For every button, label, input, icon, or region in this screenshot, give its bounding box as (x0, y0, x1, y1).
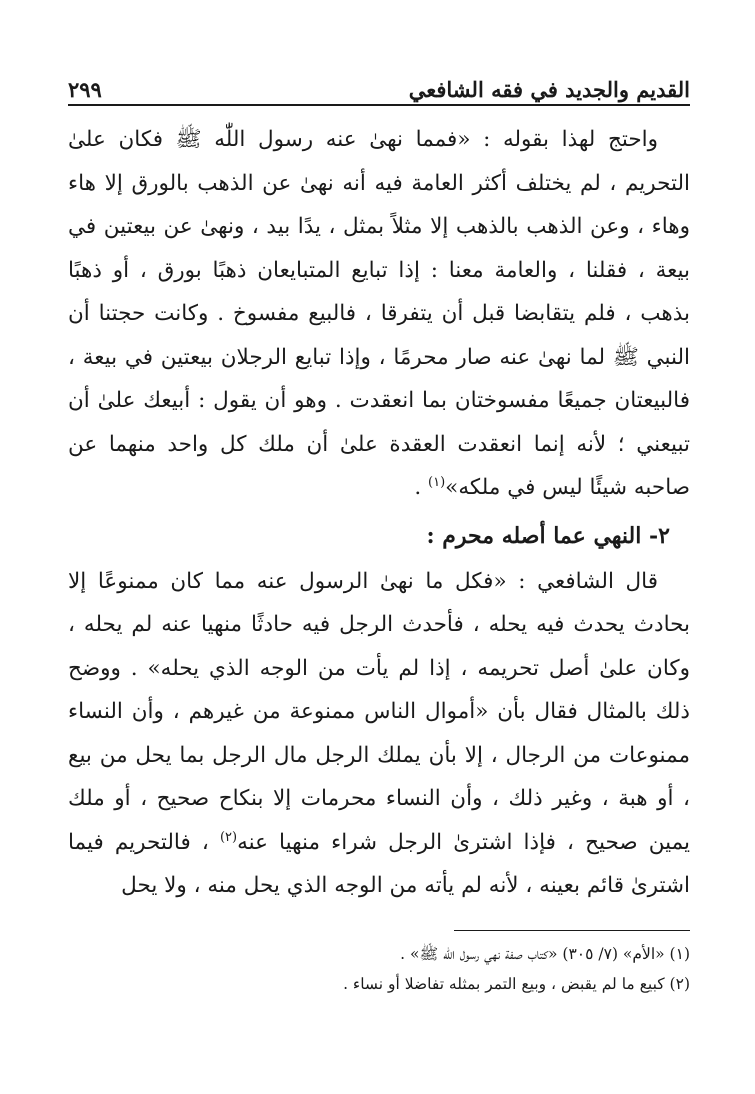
running-title: القديم والجديد في فقه الشافعي (408, 76, 690, 102)
footnote-2: (٢) كبيع ما لم يقبض ، وبيع التمر بمثله تفاضلا أو نساء . (343, 974, 690, 993)
paragraph-2 (68, 560, 690, 908)
paragraph-1-end: . (414, 475, 429, 500)
footnote-1: (١) «الأم» (٧/ ٣٠٥) «كتاب صفة نهي رسول اللّٰه ﷺ» . (400, 944, 690, 963)
book-page (68, 58, 690, 999)
page-number: ٢٩٩ (68, 76, 102, 102)
paragraph-2-text-a: قال الشافعي : «فكل ما نهىٰ الرسول عنه مما كان ممنوعًا إلا بحادث يحدث فيه يحله ، فأحدث الرجل فيه حادثًا منهيا عنه لم يحله ، وكان علىٰ أصل تحريمه ، إذا لم يأت من الوجه الذي يحله» . ووضح ذلك بالمثال فقال بأن «أموال الناس ممنوعة من غيرهم ، وأن النساء ممنوعات من الرجال ، إلا بأن يملك الرجل مال الرجل بما يحل من بيع ، أو هبة ، وغير ذلك ، وأن النساء محرمات إلا بنكاح صحيح ، أو ملك يمين صحيح ، فإذا اشترىٰ الرجل شراء منهيا عنه (68, 568, 690, 855)
paragraph-2-text-b: ، فالتحريم فيما اشترىٰ قائم بعينه ، لأنه لم يأته من الوجه الذي يحل منه ، ولا يحل (68, 829, 690, 898)
paragraph-1-text: واحتج لهذا بقوله : «فمما نهىٰ عنه رسول اللّٰه ﷺ فكان علىٰ التحريم ، لم يختلف أكثر العامة فيه أنه نهىٰ عن الذهب بالورق إلا هاء وهاء ، وعن الذهب بالذهب إلا مثلاً بمثل ، يدًا بيد ، ونهىٰ عن بيعتين في بيعة ، فقلنا ، والعامة معنا : إذا تبايع المتبايعان ذهبًا بورق ، أو ذهبًا بذهب ، فلم يتقابضا قبل أن يتفرقا ، فالبيع مفسوخ . وكانت حجتنا أن النبي ﷺ لما نهىٰ عنه صار محرمًا ، وإذا تبايع الرجلان بيعتين في بيعة ، فالبيعتان جميعًا مفسوختان بما انعقدت . وهو أن يقول : أبيعك علىٰ أن تبيعني ؛ لأنه إنما انعقدت العقدة علىٰ أن ملك كل واحد منهما عن صاحبه شيئًا ليس في ملكه» (68, 127, 690, 500)
section-heading: ٢- النهي عما أصله محرم : (426, 522, 670, 549)
footnote-ref-2[interactable]: (٢) (219, 829, 238, 845)
footnote-ref-1[interactable]: (١) (428, 474, 446, 490)
header-divider (68, 104, 690, 106)
footnote-divider (454, 930, 690, 931)
paragraph-1 (68, 118, 690, 510)
main-text (68, 118, 690, 908)
footnotes (68, 939, 690, 999)
running-header (68, 58, 690, 102)
